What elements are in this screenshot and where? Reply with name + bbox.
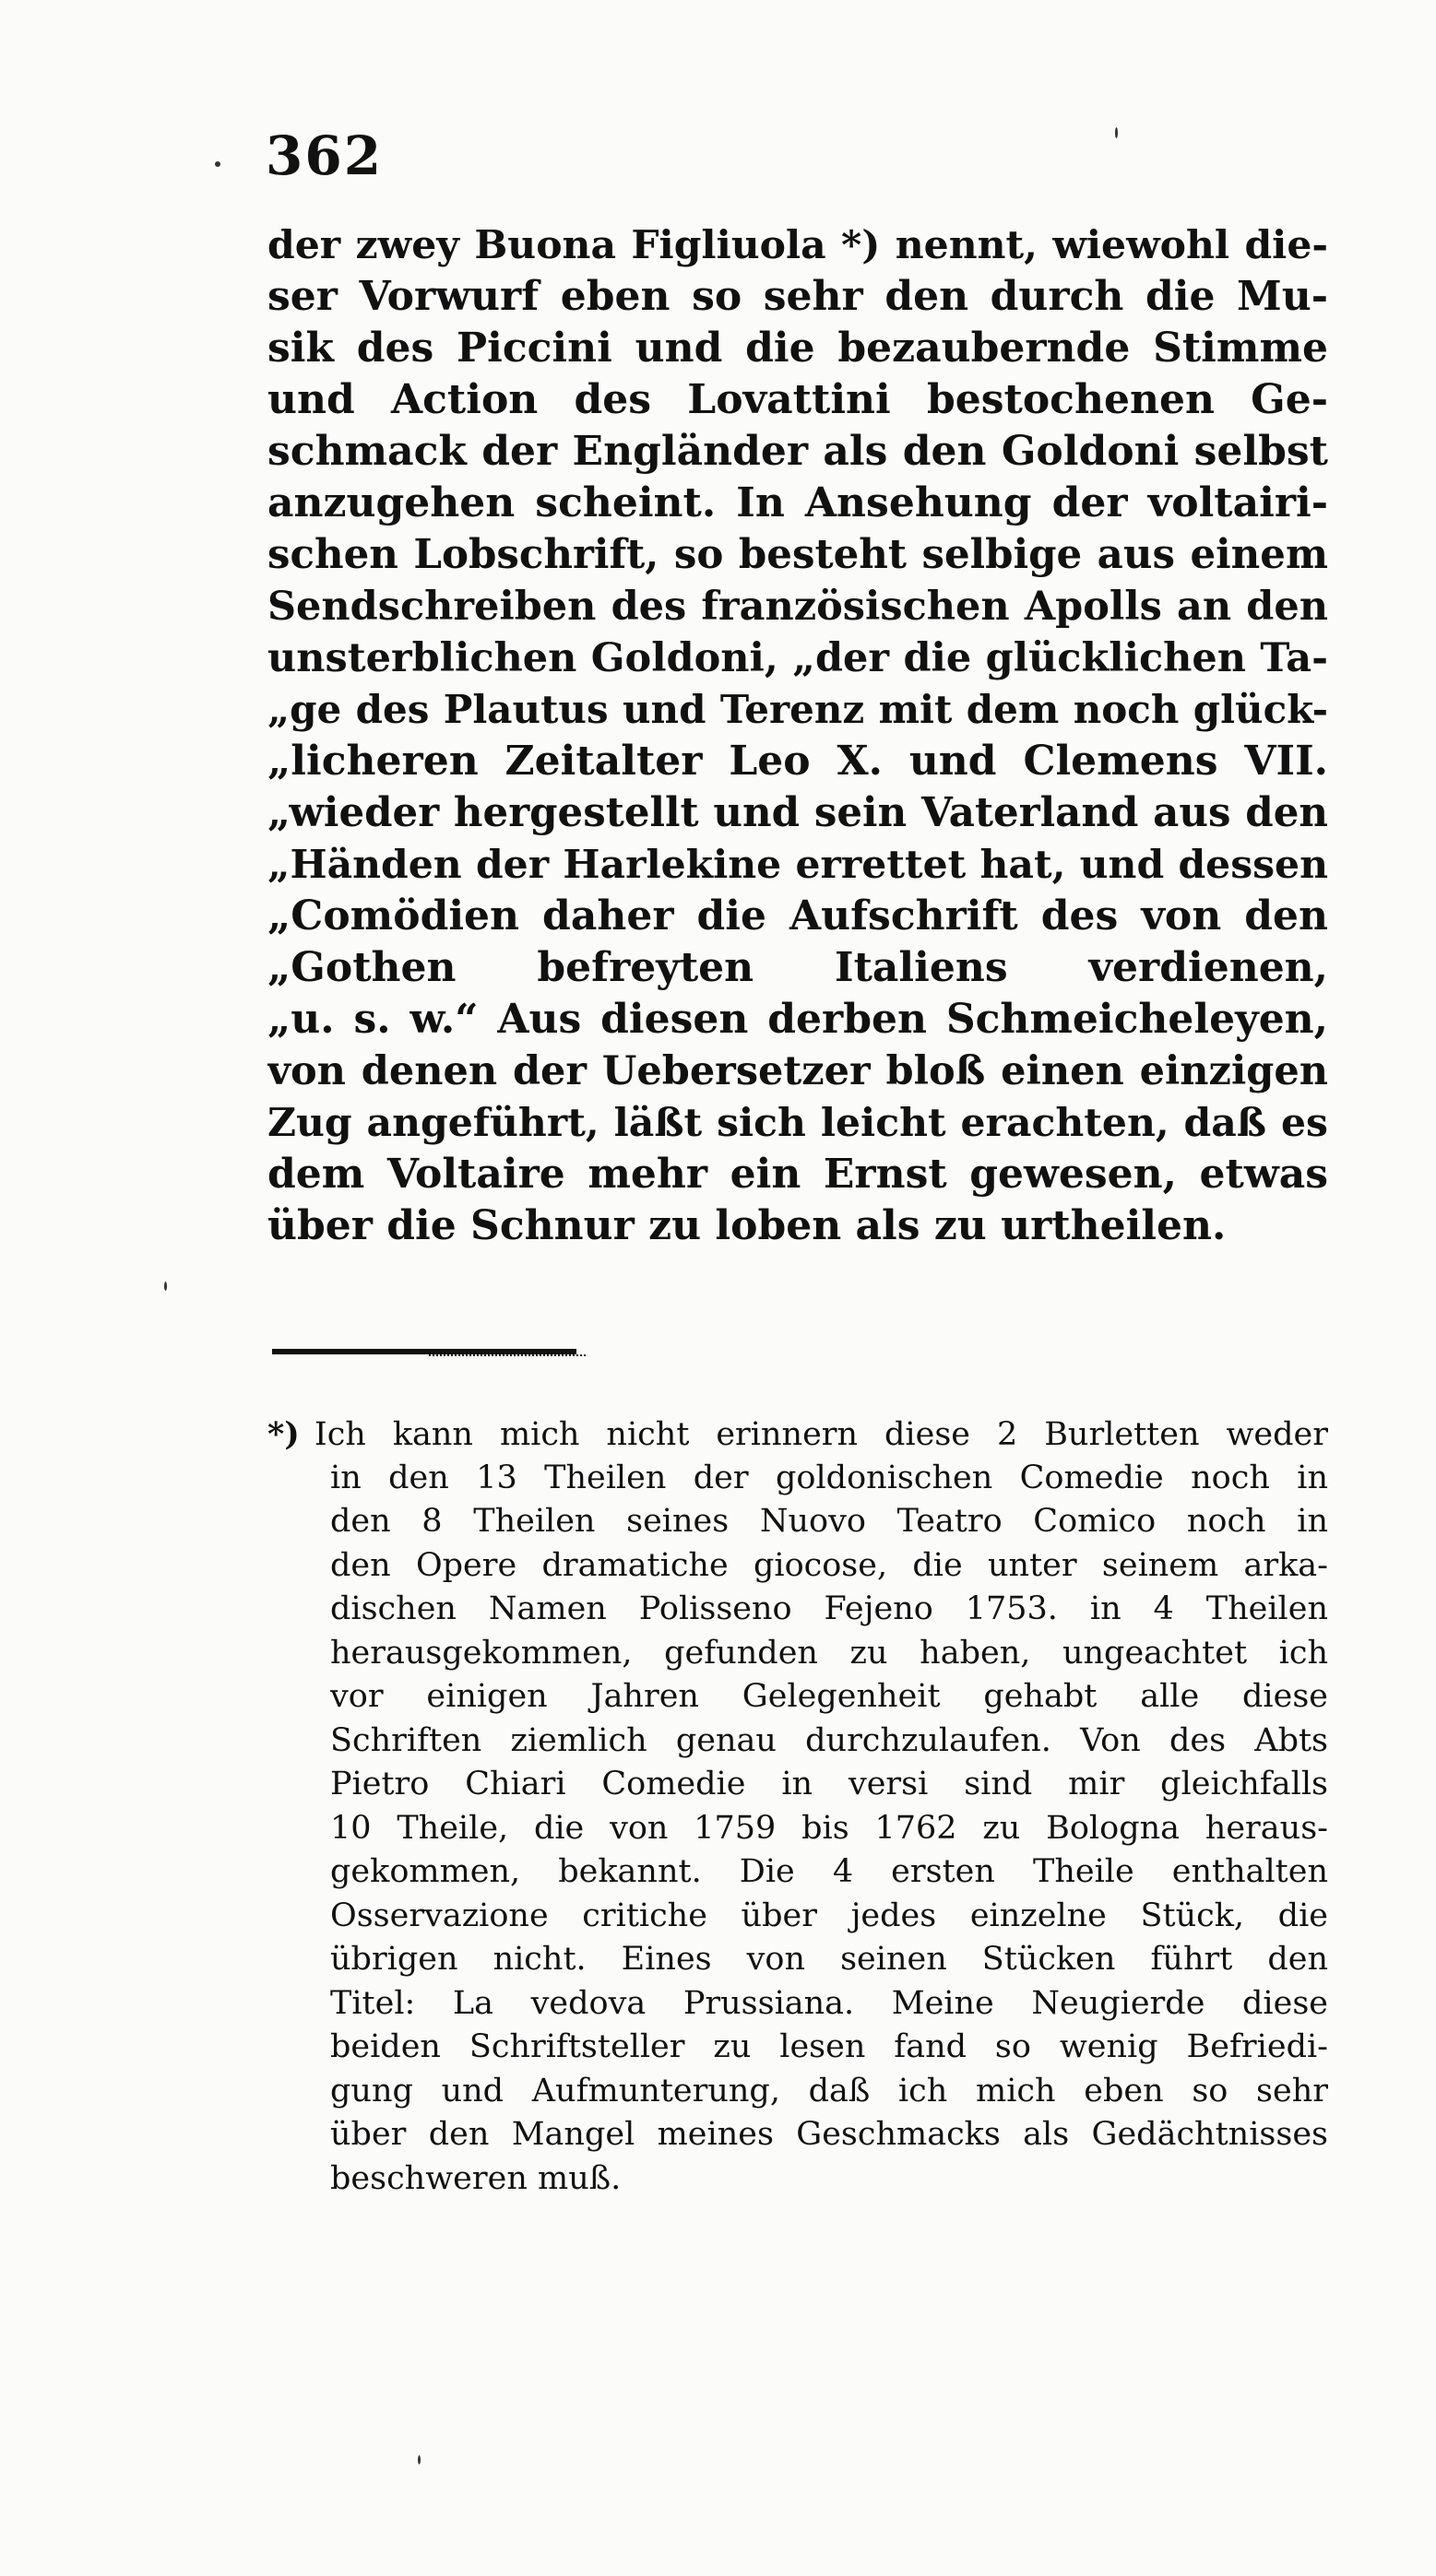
footnote-line: beschweren muß. [330,2159,622,2197]
footnote-line [267,1412,1328,1457]
text-line: Sendschreiben des französischen Apolls an den [267,584,1328,630]
text-line: sik des Piccini und die bezaubernde Stimme [267,325,1328,372]
footnote-line: beiden Schriftsteller zu lesen fand so wenig Befriedi- [330,2028,1328,2065]
footnote-line: gung und Aufmunterung, daß ich mich eben so sehr [330,2072,1328,2109]
footnote-line: Osservazione critiche über jedes einzelne Stück, die [330,1897,1328,1934]
text-line: schen Lobschrift, so besteht selbige aus einem [267,531,1328,578]
text-line: „u. s. w.“ Aus diesen derben Schmeicheleyen, [267,996,1328,1043]
footnote-line: Titel: La vedova Prussiana. Meine Neugierde diese [330,1984,1328,2022]
footnote-line: vor einigen Jahren Gelegenheit gehabt alle diese [330,1678,1328,1715]
scan-speck [164,1282,167,1291]
scan-speck [418,2455,421,2464]
footnote-line: den 8 Theilen seines Nuovo Teatro Comico noch in [330,1503,1328,1540]
scan-speck [215,161,220,167]
text-line: von denen der Uebersetzer bloß einen einzigen [267,1048,1328,1094]
footnote-line: in den 13 Theilen der goldonischen Comedie noch in [330,1459,1328,1496]
text-line: anzugehen scheint. In Ansehung der voltairi- [267,479,1328,526]
text-line: „Comödien daher die Aufschrift des von den [267,892,1328,939]
footnote-line: Pietro Chiari Comedie in versi sind mir gleichfalls [330,1766,1328,1802]
text-line: „Gothen befreyten Italiens verdienen, [267,944,1328,991]
text-line: „Händen der Harlekine errettet hat, und dessen [267,842,1328,888]
footnote-block [267,1412,1328,2201]
footnote-line: herausgekommen, gefunden zu haben, ungeachtet ich [330,1634,1328,1672]
text-line: der zwey Buona Figliuola *) nennt, wiewohl die- [267,222,1328,268]
text-line: und Action des Lovattini bestochenen Ge- [267,376,1328,423]
scan-speck [1115,127,1118,138]
text-line: „licheren Zeitalter Leo X. und Clemens VII. [267,738,1328,785]
text-line: „wieder hergestellt und sein Vaterland aus den [267,789,1328,836]
footnote-line-text: Ich kann mich nicht erinnern diese 2 Burletten weder [314,1416,1328,1453]
text-line: schmack der Engländer als den Goldoni selbst [267,428,1328,475]
text-line: dem Voltaire mehr ein Ernst gewesen, etwas [267,1151,1328,1198]
footnote-marker: *) [267,1415,300,1453]
footnote-line: Schriften ziemlich genau durchzulaufen. Von des Abts [330,1721,1328,1759]
separator-ornament [429,1354,586,1362]
footnote-line: 10 Theile, die von 1759 bis 1762 zu Bologna heraus- [330,1809,1328,1847]
text-line: über die Schnur zu loben als zu urtheilen. [267,1202,1227,1249]
text-line: ser Vorwurf eben so sehr den durch die Mu- [267,273,1328,320]
footnote-line: übrigen nicht. Eines von seinen Stücken führt den [330,1941,1328,1978]
main-text-block [267,219,1328,1252]
footnote-line: gekommen, bekannt. Die 4 ersten Theile enthalten [330,1853,1328,1890]
footnote-line: den Opere dramatiche giocose, die unter seinem arka- [330,1546,1328,1584]
text-line: Zug angeführt, läßt sich leicht erachten, daß es [267,1100,1328,1146]
footnote-line: über den Mangel meines Geschmacks als Gedächtnisses [330,2116,1328,2153]
footnote-line: dischen Namen Polisseno Fejeno 1753. in 4 Theilen [330,1590,1328,1627]
text-line: unsterblichen Goldoni, „der die glücklichen Ta- [267,635,1328,681]
page-number: 362 [266,124,384,187]
text-line: „ge des Plautus und Terenz mit dem noch glück- [267,687,1328,732]
